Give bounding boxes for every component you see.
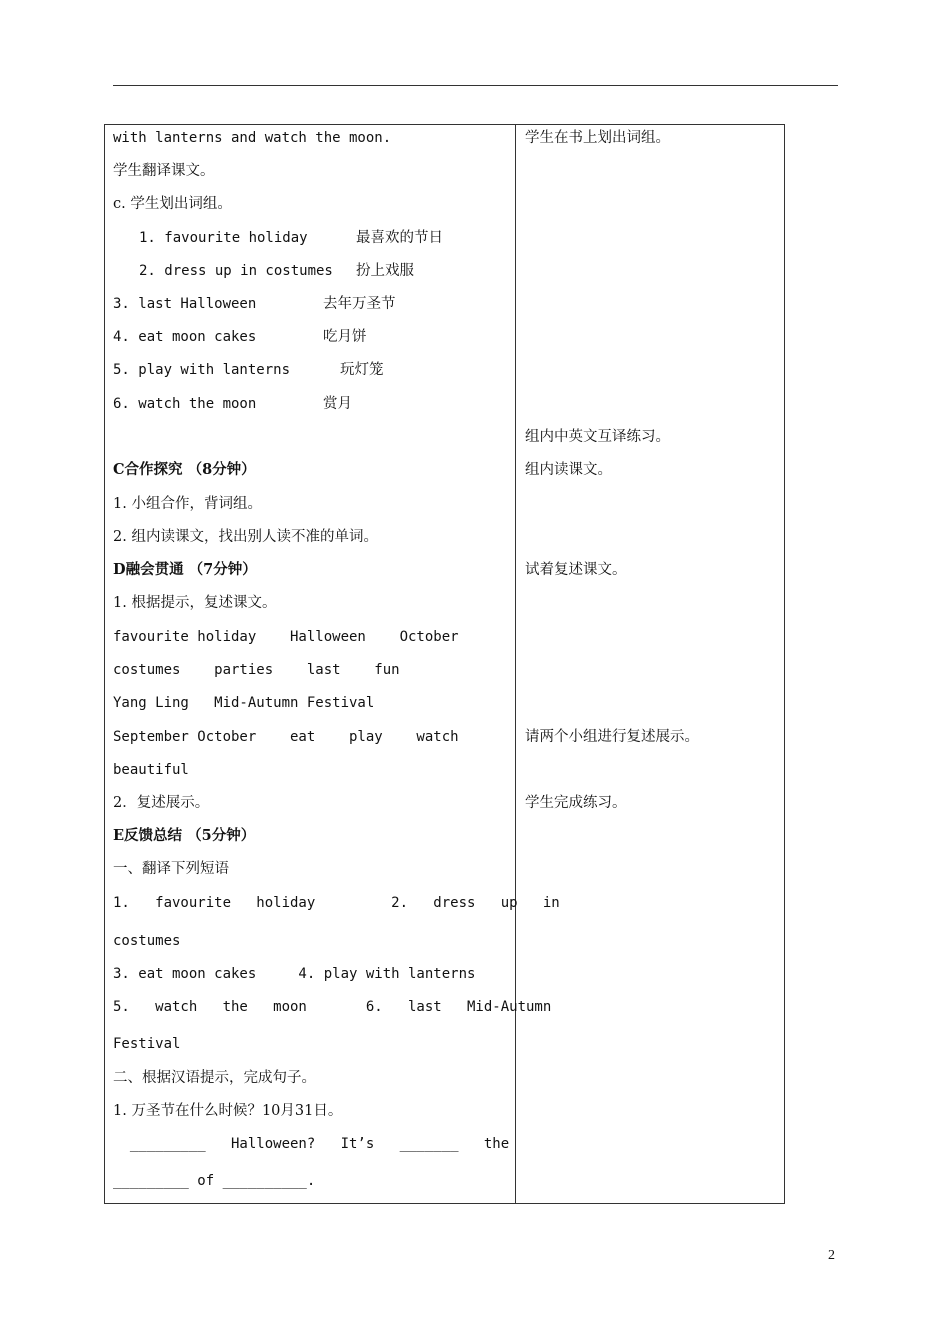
right-note: 学生完成练习。 xyxy=(525,795,627,811)
section-heading-c: C合作探究 （8分钟） xyxy=(113,461,256,478)
page-number: 2 xyxy=(828,1248,835,1263)
fill-blank-line: _________ Halloween? It’s _______ the xyxy=(113,1136,510,1152)
phrase-cn: 玩灯笼 xyxy=(340,362,384,378)
phrase-en: 3. last Halloween xyxy=(113,296,257,312)
right-note: 试着复述课文。 xyxy=(525,562,627,578)
keyword-line: September October eat play watch xyxy=(113,729,459,745)
header-rule xyxy=(113,85,838,86)
keyword-line: favourite holiday Halloween October xyxy=(113,629,459,645)
column-divider xyxy=(515,124,516,1204)
exercise-line: 1. favourite holiday 2. dress up in xyxy=(113,895,560,911)
phrase-en: 6. watch the moon xyxy=(113,396,257,412)
left-line: 1. 根据提示，复述课文。 xyxy=(113,595,277,611)
left-line: 1. 万圣节在什么时候？10月31日。 xyxy=(113,1103,343,1119)
left-line: 1. 小组合作，背词组。 xyxy=(113,496,262,512)
exercise-line: Festival xyxy=(113,1036,181,1052)
phrase-en: 2. dress up in costumes xyxy=(139,263,333,279)
exercise-line: costumes xyxy=(113,933,181,949)
left-line: with lanterns and watch the moon. xyxy=(113,130,392,146)
keyword-line: beautiful xyxy=(113,762,189,778)
left-line: 一、翻译下列短语 xyxy=(113,861,229,877)
left-line: 2. 组内读课文，找出别人读不准的单词。 xyxy=(113,529,378,545)
phrase-en: 5. play with lanterns xyxy=(113,362,291,378)
section-heading-e: E反馈总结 （5分钟） xyxy=(113,827,256,844)
section-heading-d: D融会贯通 （7分钟） xyxy=(113,561,257,578)
phrase-en: 4. eat moon cakes xyxy=(113,329,257,345)
phrase-en: 1. favourite holiday xyxy=(139,230,308,246)
fill-blank-line: _________ of __________. xyxy=(113,1173,316,1189)
phrase-cn: 吃月饼 xyxy=(323,329,367,345)
exercise-line: 5. watch the moon 6. last Mid-Autumn xyxy=(113,999,552,1015)
left-line: 学生翻译课文。 xyxy=(113,163,215,179)
left-line: 2．复述展示。 xyxy=(113,795,210,811)
right-note: 组内中英文互译练习。 xyxy=(525,429,670,445)
left-line: c. 学生划出词组。 xyxy=(113,196,232,212)
phrase-cn: 扮上戏服 xyxy=(356,263,414,279)
phrase-cn: 去年万圣节 xyxy=(323,296,396,312)
right-note: 组内读课文。 xyxy=(525,462,612,478)
left-line: 二、根据汉语提示，完成句子。 xyxy=(113,1070,316,1086)
phrase-cn: 最喜欢的节日 xyxy=(356,230,443,246)
phrase-cn: 赏月 xyxy=(323,396,352,412)
exercise-line: 3. eat moon cakes 4. play with lanterns xyxy=(113,966,476,982)
right-note: 学生在书上划出词组。 xyxy=(525,130,670,146)
keyword-line: costumes parties last fun xyxy=(113,662,400,678)
right-note: 请两个小组进行复述展示。 xyxy=(525,729,699,745)
keyword-line: Yang Ling Mid-Autumn Festival xyxy=(113,695,375,711)
